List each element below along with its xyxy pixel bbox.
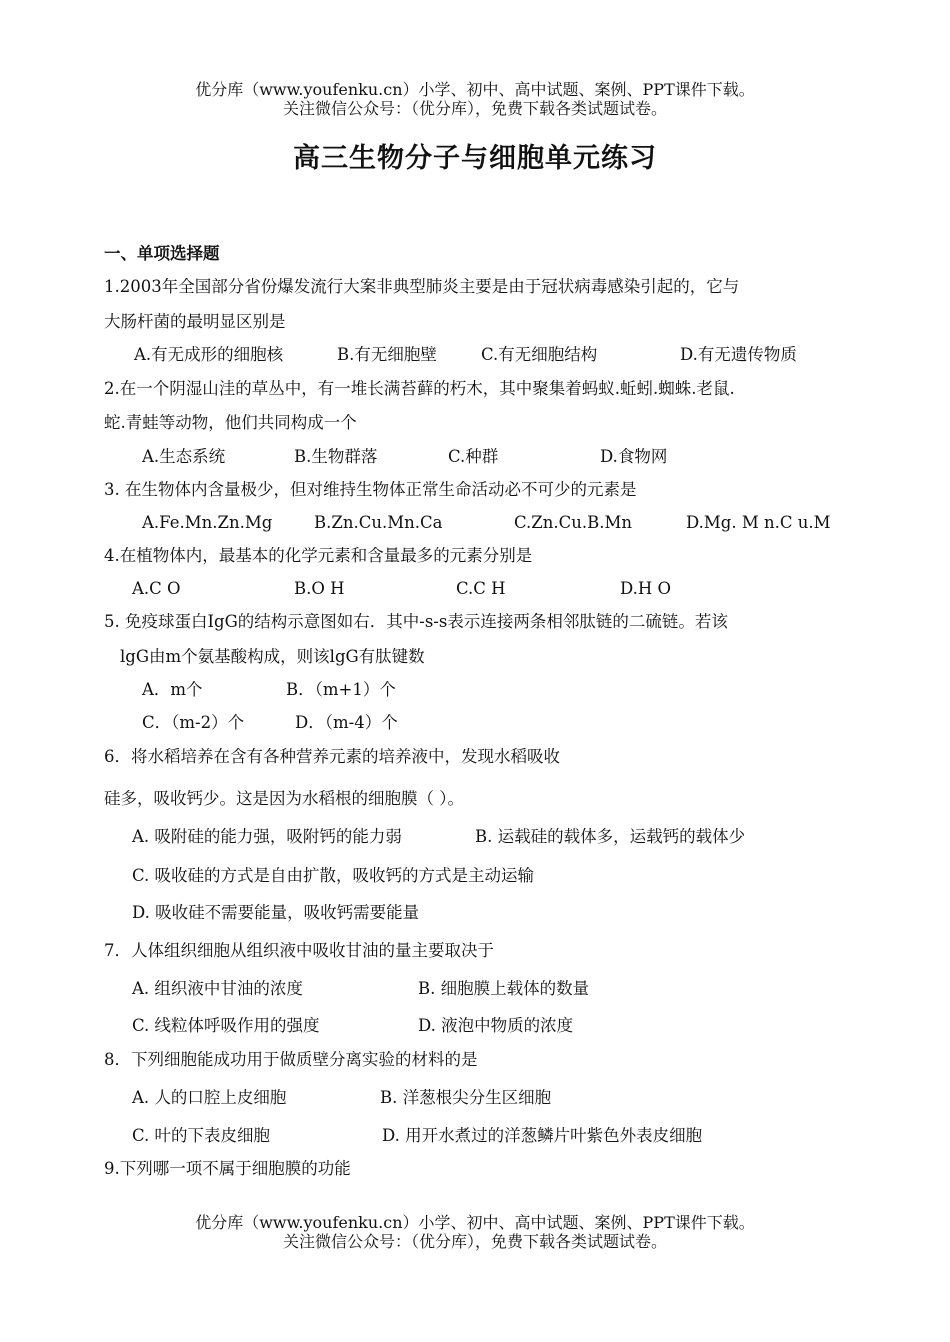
question-7-option-a: A. 组织液中甘油的浓度 [132,979,303,998]
question-7-option-d: D. 液泡中物质的浓度 [418,1016,574,1035]
question-6-option-b: B. 运载硅的载体多，运载钙的载体少 [475,827,746,846]
question-7-option-b: B. 细胞膜上载体的数量 [418,979,590,998]
question-4-option-b: B.O H [294,579,345,598]
question-3-option-a: A.Fe.Mn.Zn.Mg [142,513,273,532]
question-8-option-c: C. 叶的下表皮细胞 [132,1126,271,1145]
page-title: 高三生物分子与细胞单元练习 [293,143,657,174]
question-4-stem-line-1: 4.在植物体内，最基本的化学元素和含量最多的元素分别是 [104,546,533,565]
question-1-option-c: C.有无细胞结构 [481,345,598,364]
question-7-option-c: C. 线粒体呼吸作用的强度 [132,1016,320,1035]
question-2-option-d: D.食物网 [600,447,668,466]
question-6-option-d: D. 吸收硅不需要能量，吸收钙需要能量 [132,903,420,922]
question-8-option-d: D. 用开水煮过的洋葱鳞片叶紫色外表皮细胞 [382,1126,703,1145]
section-heading: 一、单项选择题 [104,244,220,263]
question-4-option-d: D.H O [620,579,672,598]
question-1-option-a: A.有无成形的细胞核 [134,345,284,364]
question-8-option-a: A. 人的口腔上皮细胞 [132,1088,287,1107]
question-1-option-b: B.有无细胞壁 [337,345,437,364]
question-3-option-c: C.Zn.Cu.B.Mn [514,513,633,532]
question-3-option-b: B.Zn.Cu.Mn.Ca [314,513,443,532]
question-1-stem-line-2: 大肠杆菌的最明显区别是 [104,312,286,331]
question-5-option-d: D．（m-4）个 [295,713,398,732]
footer-line-2: 关注微信公众号：（优分库），免费下载各类试题试卷。 [282,1232,667,1251]
question-2-option-c: C.种群 [448,447,499,466]
question-7-stem-line-1: 7．人体组织细胞从组织液中吸收甘油的量主要取决于 [104,941,494,960]
question-8-stem-line-1: 8．下列细胞能成功用于做质壁分离实验的材料的是 [104,1050,478,1069]
question-2-option-b: B.生物群落 [294,447,378,466]
question-8-option-b: B. 洋葱根尖分生区细胞 [380,1088,552,1107]
question-5-stem-line-2: lgG由m个氨基酸构成，则该lgG有肽键数 [120,647,425,666]
question-5-option-c: C．（m-2）个 [142,713,245,732]
question-1-stem-line-1: 1.2003年全国部分省份爆发流行大案非典型肺炎主要是由于冠状病毒感染引起的，它与 [104,277,740,296]
header-line-2: 关注微信公众号：（优分库），免费下载各类试题试卷。 [282,99,667,118]
question-6-option-c: C. 吸收硅的方式是自由扩散，吸收钙的方式是主动运输 [132,866,535,885]
question-6-option-a: A. 吸附硅的能力强，吸附钙的能力弱 [132,827,402,846]
question-6-stem-line-1: 6．将水稻培养在含有各种营养元素的培养液中，发现水稻吸收 [104,747,560,766]
header-line-1: 优分库（www.youfenku.cn）小学、初中、高中试题、案例、PPT课件下载。 [195,80,755,99]
question-5-stem-line-1: 5. 免疫球蛋白IgG的结构示意图如右．其中-s-s表示连接两条相邻肽链的二硫链。若该 [104,612,728,631]
footer-line-1: 优分库（www.youfenku.cn）小学、初中、高中试题、案例、PPT课件下载。 [195,1213,755,1232]
question-6-stem-line-2: 硅多，吸收钙少。这是因为水稻根的细胞膜（ ）。 [104,789,464,808]
question-3-option-d: D.Mg. M n.C u.M [686,513,831,532]
question-5-option-a: A．m个 [142,680,203,699]
question-2-option-a: A.生态系统 [142,447,226,466]
question-4-option-c: C.C H [456,579,506,598]
question-2-stem-line-2: 蛇.青蛙等动物，他们共同构成一个 [104,413,357,432]
question-4-option-a: A.C O [132,579,181,598]
question-3-stem-line-1: 3. 在生物体内含量极少，但对维持生物体正常生命活动必不可少的元素是 [104,480,637,499]
question-2-stem-line-1: 2.在一个阴湿山洼的草丛中，有一堆长满苔藓的朽木，其中聚集着蚂蚁.蚯蚓.蜘蛛.老鼠. [104,379,735,398]
question-9-stem-line-1: 9.下列哪一项不属于细胞膜的功能 [104,1159,351,1178]
question-1-option-d: D.有无遗传物质 [680,345,797,364]
question-5-option-b: B．（m+1）个 [286,680,396,699]
